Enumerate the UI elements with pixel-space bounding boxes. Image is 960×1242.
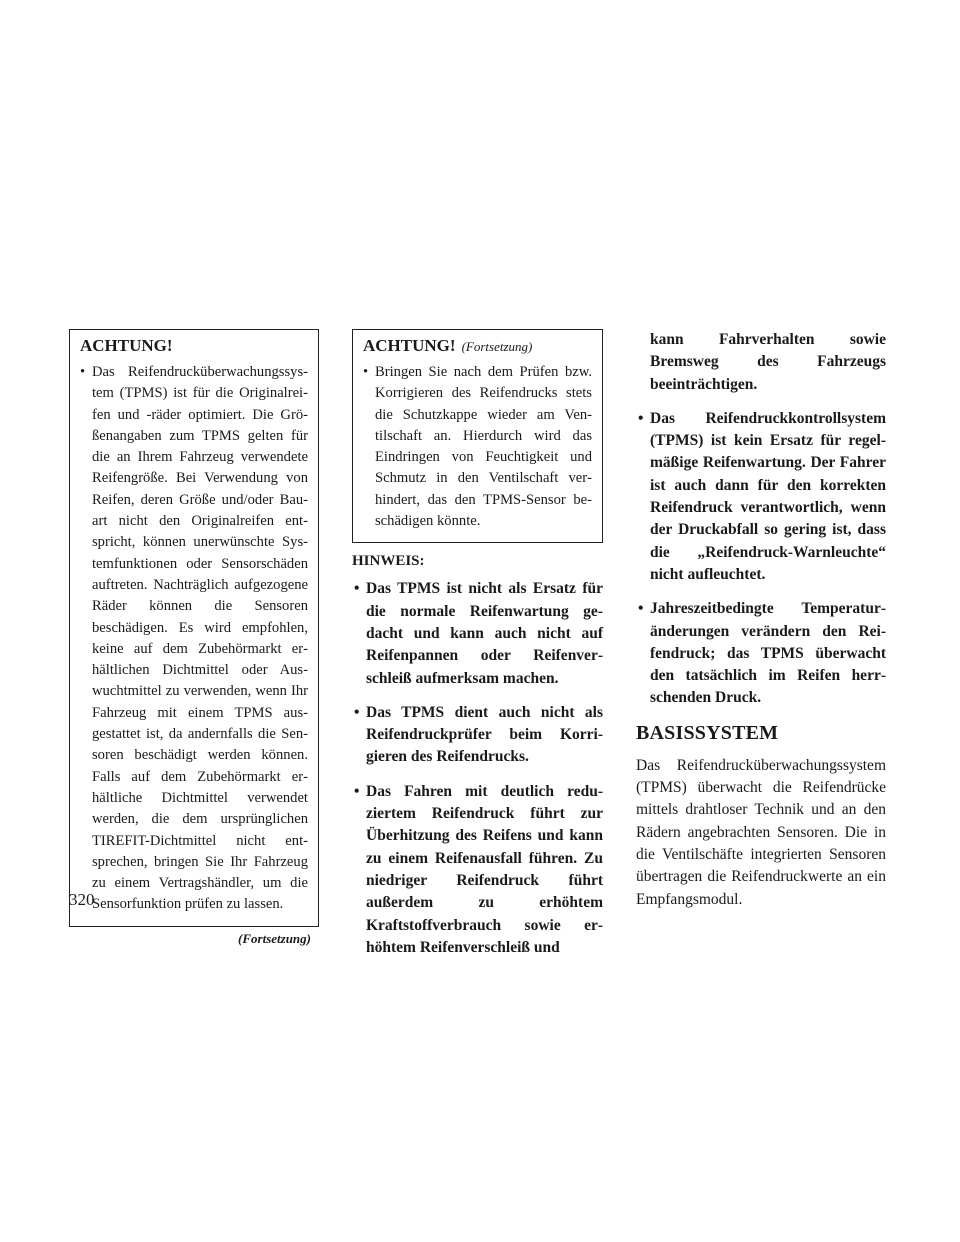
warning-title: ACHTUNG! (Fortsetzung): [363, 336, 533, 355]
warning-continued-label: (Fortsetzung): [461, 339, 533, 354]
warning-box-continued: [352, 329, 603, 543]
warning-bullet: • Das Reifendrucküberwachungssystem (TPMS) ist für die Originalreifen und -räder optimiert. Die Größenangaben zum TPMS gelten für die an Ihrem Fahrzeug verwendete Reifengröße. Bei Verwendung von Reifen, deren Größe und/oder Bauart nicht den Originalreifen entspricht, können unerwünschte Systemfunktionen oder Sensorschäden auftreten. Nachträglich aufgezogene Räder können die Sensoren beschädigen. Es wird empfohlen, keine auf dem Zubehörmarkt erhältlichen Dichtmittel oder Auswuchtmittel zu verwenden, wenn Ihr Fahrzeug mit einem TPMS ausgestattet ist, da andernfalls die Sensoren beschädigt werden können. Falls auf dem Zubehörmarkt erhältliche Dichtmittel verwendet werden, die dem ursprünglichen TIREFIT-Dichtmittel nicht entsprechen, bringen Sie Ihr Fahrzeug zu einem Vertragshändler, um die Sensorfunktion prüfen zu lassen.: [80, 364, 308, 913]
bullet-icon: •: [363, 364, 369, 380]
bullet-icon: •: [354, 703, 360, 721]
warning-title: ACHTUNG!: [80, 336, 173, 355]
continued-label: (Fortsetzung): [238, 930, 311, 946]
note-bullet: • Das Fahren mit deutlich reduziertem Reifendruck führt zur Überhitzung des Reifens und kann zu einem Reifenausfall führen. Zu niedriger Reifendruck führt außerdem zu erhöhtem Kraftstoffverbrauch sowie erhöhtem Reifenverschleiß und: [354, 782, 603, 956]
note-title: HINWEIS:: [352, 553, 425, 570]
column-right: [636, 329, 886, 911]
bullet-icon: •: [638, 600, 644, 618]
note-bullet: • Jahreszeitbedingte Temperaturänderungen verändern den Reifendruck; das TPMS überwacht den tatsächlich im Reifen herrschenden Druck.: [638, 600, 886, 707]
note-bullet: • Das Reifendruckkontrollsystem (TPMS) ist kein Ersatz für regelmäßige Reifenwartung. Der Fahrer ist auch dann für den korrekten Reifendruck verantwortlich, wenn der Druckabfall so gering ist, dass die „Reifendruck-Warnleuchte“ nicht aufleuchtet.: [638, 409, 886, 583]
bullet-icon: •: [354, 782, 360, 800]
bullet-icon: •: [354, 580, 360, 598]
column-middle: [352, 329, 603, 971]
bullet-icon: •: [638, 409, 644, 427]
note-bullet: • Das TPMS ist nicht als Ersatz für die normale Reifenwartung gedacht und kann auch nicht auf Reifenpannen oder Reifenverschleiß aufmerksam machen.: [354, 580, 603, 687]
note-bullet: • Das TPMS dient auch nicht als Reifendruckprüfer beim Korrigieren des Reifendrucks.: [354, 703, 603, 766]
section-heading: BASISSYSTEM: [636, 721, 779, 744]
warning-bullet: • Bringen Sie nach dem Prüfen bzw. Korrigieren des Reifendrucks stets die Schutzkappe wieder am Ventilschaft an. Hierdurch wird das Eindringen von Feuchtigkeit und Schmutz in den Ventilschaft verhindert, das den TPMS-Sensor beschädigen könnte.: [363, 364, 592, 530]
section-paragraph: Das Reifendrucküberwachungssystem (TPMS) überwacht die Reifendrücke mittels drahtloser Technik und an den Rädern angebrachten Sensoren. Die in die Ventilschäfte integrierten Sensoren übertragen die Reifendruckwerte an ein Empfangsmodul.: [636, 756, 886, 908]
note-continuation: kann Fahrverhalten sowie Bremsweg des Fahrzeugs beeinträchtigen.: [650, 331, 886, 393]
page-number: 320: [69, 890, 95, 909]
warning-box: [69, 329, 319, 927]
column-left: [69, 329, 319, 947]
bullet-icon: •: [80, 364, 86, 380]
